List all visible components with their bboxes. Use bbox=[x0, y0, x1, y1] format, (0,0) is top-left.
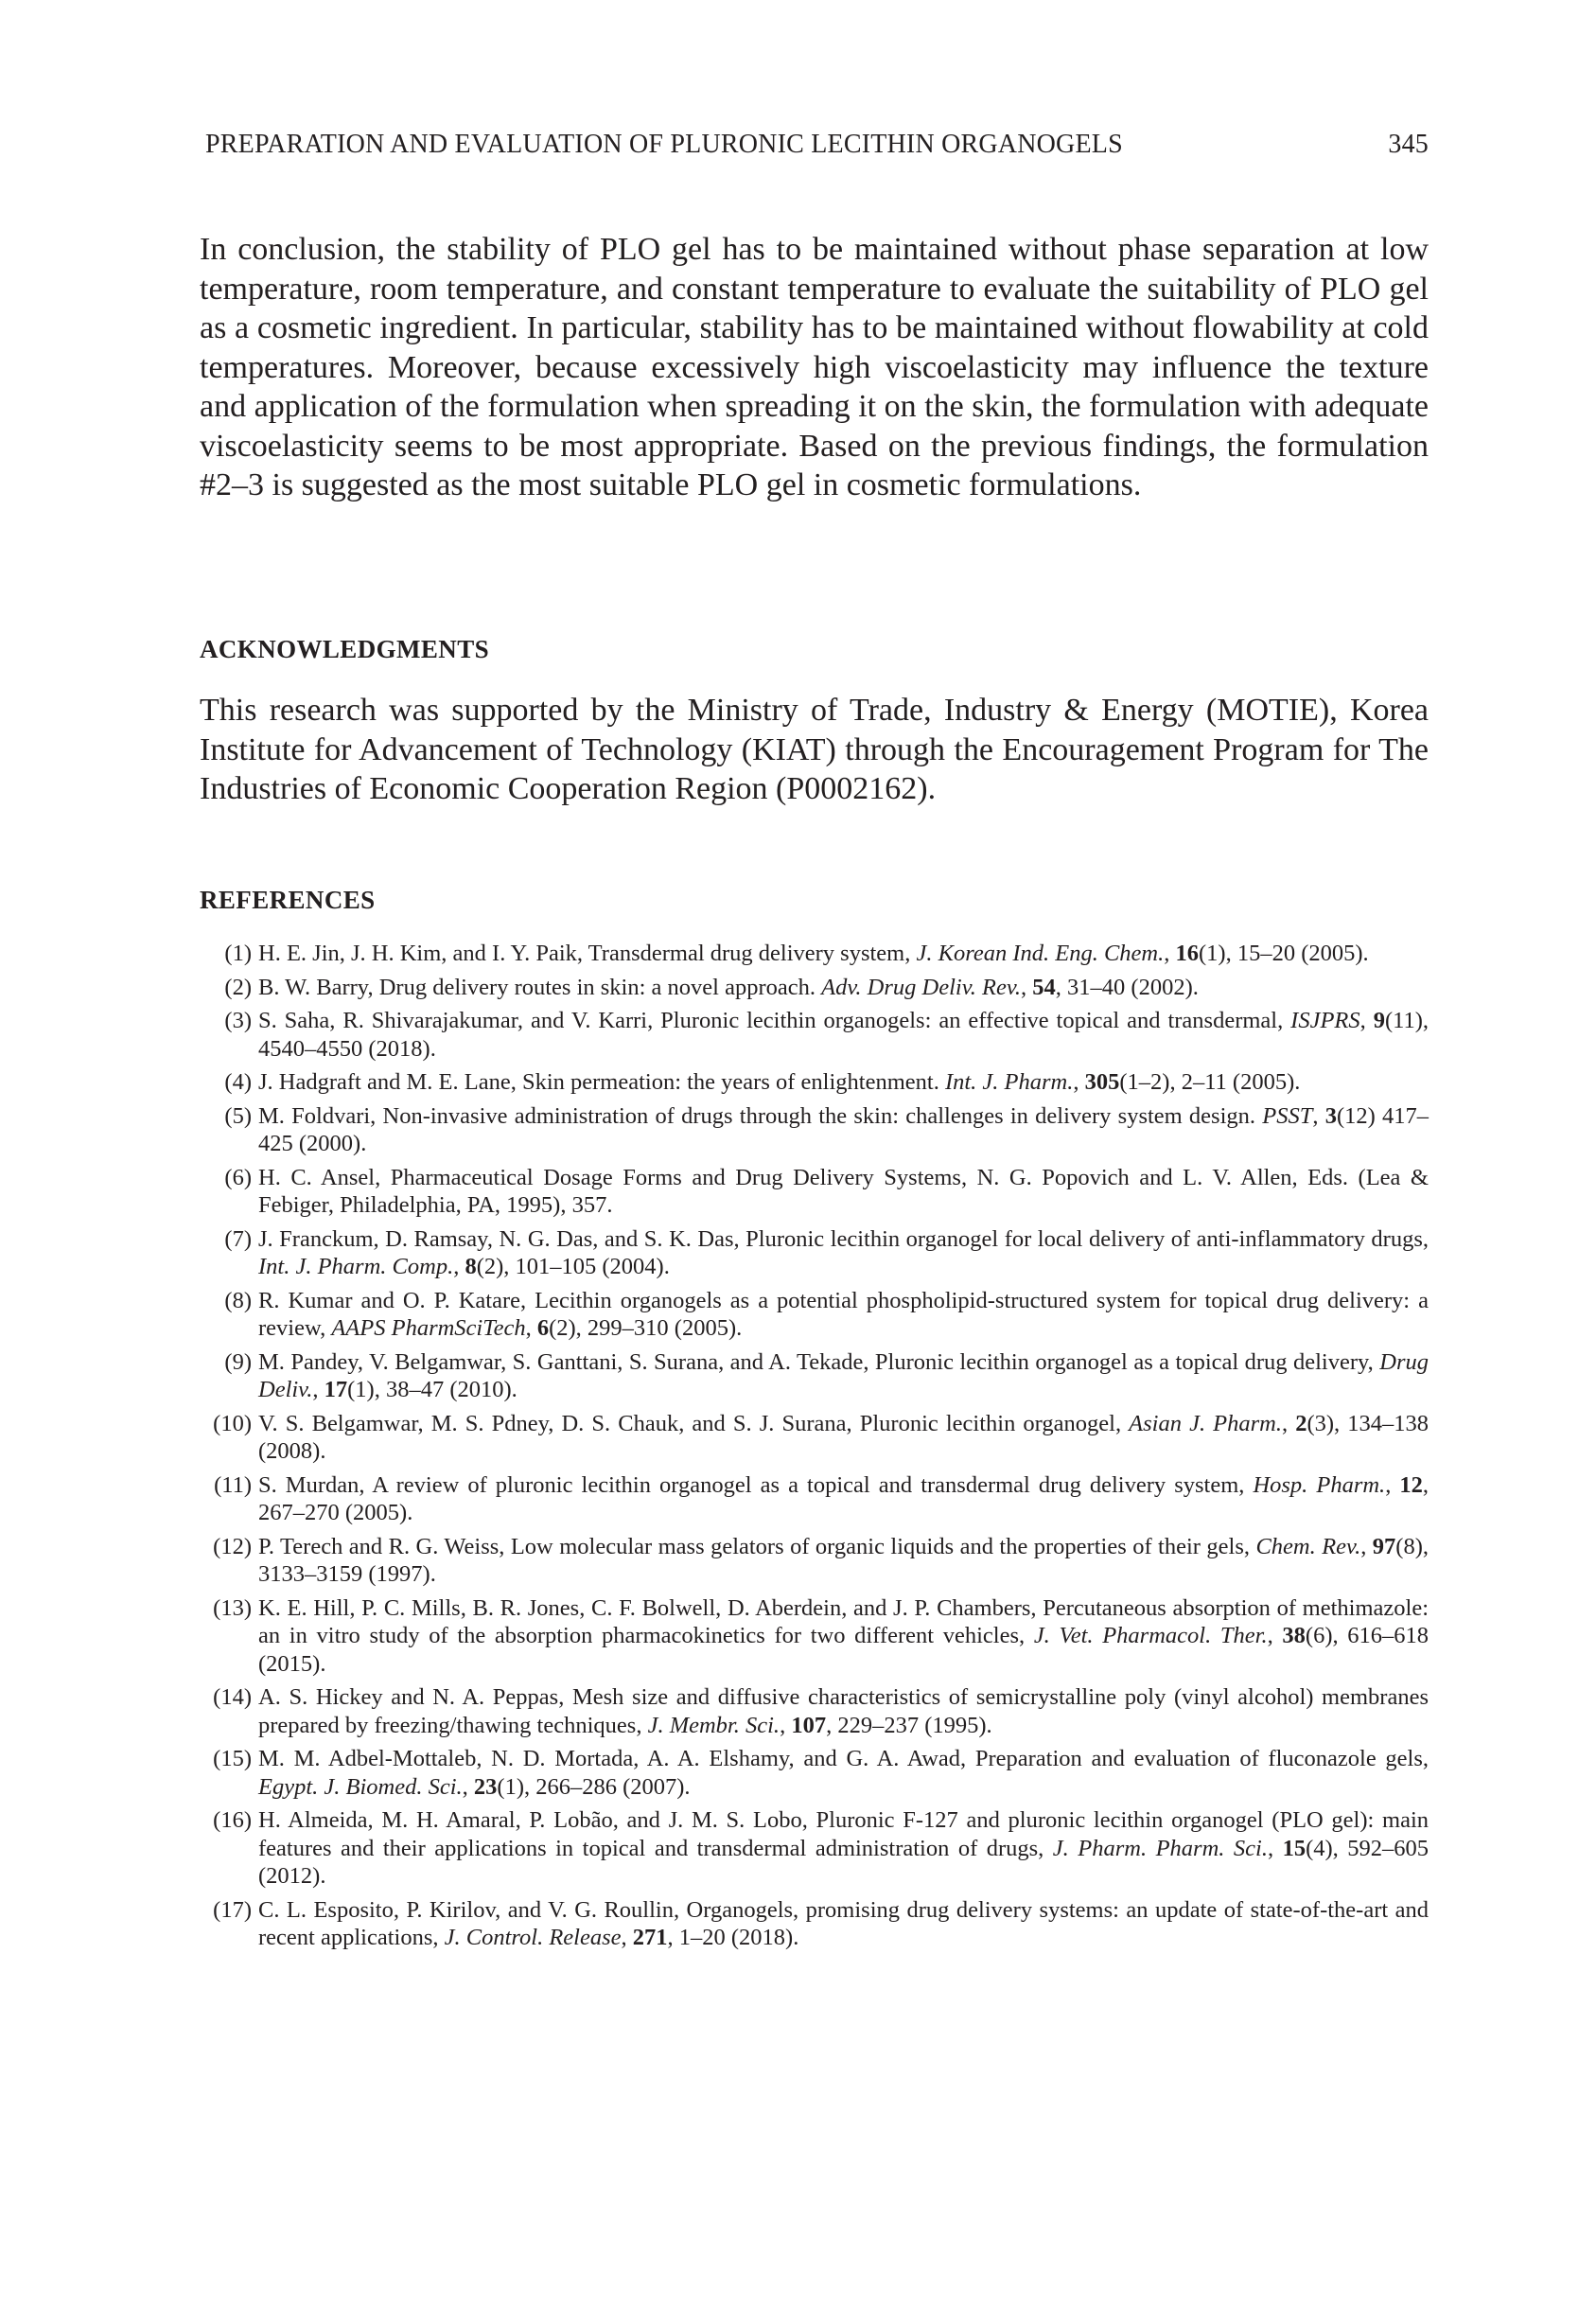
reference-number: (4) bbox=[224, 1069, 252, 1095]
reference-text bbox=[258, 1287, 1429, 1343]
reference-item bbox=[200, 1683, 1429, 1739]
reference-item bbox=[200, 940, 1429, 968]
reference-item bbox=[200, 1533, 1429, 1589]
reference-text bbox=[258, 1102, 1429, 1158]
reference-authors-title: J. Franckum, D. Ramsay, N. G. Das, and S. K. Das, Pluronic lecithin organogel for local delivery of anti-inflammatory drugs, bbox=[258, 1225, 1429, 1252]
reference-pages-year: (4), 592–605 (2012). bbox=[258, 1835, 1429, 1889]
reference-volume: 16 bbox=[1175, 941, 1199, 966]
reference-item bbox=[200, 1287, 1429, 1343]
reference-authors-title: H. E. Jin, J. H. Kim, and I. Y. Paik, Transdermal drug delivery system, bbox=[258, 941, 917, 966]
reference-authors-title: M. M. Adbel-Mottaleb, N. D. Mortada, A. A. Elshamy, and G. A. Awad, Preparation and evaluation of fluconazole gels, bbox=[258, 1746, 1429, 1771]
reference-pages-year: (8), 3133–3159 (1997). bbox=[258, 1533, 1429, 1587]
reference-pages-year: (12) 417–425 (2000). bbox=[258, 1102, 1429, 1156]
reference-separator: , bbox=[1281, 1410, 1296, 1436]
reference-item bbox=[200, 1102, 1429, 1158]
reference-volume: 271 bbox=[632, 1925, 668, 1950]
reference-authors-title: R. Kumar and O. P. Katare, Lecithin organogels as a potential phospholipid-structured system for topical drug delivery: a review, bbox=[258, 1287, 1429, 1341]
reference-item bbox=[200, 1068, 1429, 1097]
reference-volume: 15 bbox=[1282, 1835, 1307, 1861]
reference-item bbox=[200, 1225, 1429, 1281]
reference-number: (2) bbox=[224, 974, 252, 1000]
reference-volume: 12 bbox=[1399, 1471, 1423, 1498]
reference-number: (12) bbox=[213, 1533, 252, 1559]
reference-number: (10) bbox=[213, 1410, 252, 1436]
reference-pages-year: , 1–20 (2018). bbox=[667, 1925, 799, 1950]
reference-separator: , bbox=[1164, 941, 1176, 966]
reference-pages-year: (1), 15–20 (2005). bbox=[1199, 941, 1369, 966]
reference-pages-year: (11), 4540–4550 (2018). bbox=[258, 1008, 1429, 1062]
reference-authors-title: S. Saha, R. Shivarajakumar, and V. Karri, Pluronic lecithin organogels: an effective topical and transdermal, bbox=[258, 1008, 1291, 1033]
reference-pages-year: (1–2), 2–11 (2005). bbox=[1119, 1069, 1301, 1095]
reference-item bbox=[200, 1007, 1429, 1063]
reference-number: (5) bbox=[224, 1102, 252, 1129]
reference-journal: Egypt. J. Biomed. Sci. bbox=[258, 1773, 463, 1800]
reference-separator: , bbox=[1073, 1069, 1085, 1095]
reference-separator: , bbox=[1385, 1471, 1400, 1498]
reference-pages-year: (3), 134–138 (2008). bbox=[258, 1410, 1429, 1464]
reference-item bbox=[200, 1745, 1429, 1801]
reference-text bbox=[258, 1533, 1429, 1589]
reference-number: (13) bbox=[213, 1594, 252, 1621]
reference-number: (16) bbox=[213, 1807, 252, 1833]
reference-journal: Chem. Rev. bbox=[1255, 1533, 1361, 1559]
reference-volume: 9 bbox=[1373, 1008, 1385, 1033]
reference-journal: J. Control. Release bbox=[444, 1925, 622, 1950]
reference-pages-year: , 31–40 (2002). bbox=[1055, 974, 1199, 1000]
reference-number: (11) bbox=[214, 1471, 252, 1498]
reference-pages-year: (2), 101–105 (2004). bbox=[476, 1254, 670, 1279]
reference-text bbox=[258, 1164, 1429, 1220]
reference-volume: 38 bbox=[1282, 1623, 1306, 1648]
reference-volume: 8 bbox=[465, 1254, 477, 1279]
reference-item bbox=[200, 1348, 1429, 1404]
reference-item bbox=[200, 1594, 1429, 1679]
reference-separator: , bbox=[1360, 1533, 1373, 1559]
reference-volume: 305 bbox=[1084, 1069, 1120, 1095]
reference-separator: , bbox=[621, 1925, 633, 1950]
reference-authors-title: M. Foldvari, Non-invasive administration of drugs through the skin: challenges in delivery system design. bbox=[258, 1102, 1263, 1129]
reference-text bbox=[258, 1348, 1429, 1404]
reference-volume: 23 bbox=[473, 1773, 498, 1800]
reference-journal: J. Vet. Pharmacol. Ther. bbox=[1033, 1623, 1268, 1648]
reference-authors-title: P. Terech and R. G. Weiss, Low molecular mass gelators of organic liquids and the properties of their gels, bbox=[258, 1533, 1256, 1559]
reference-separator: , bbox=[1021, 974, 1033, 1000]
reference-separator: , bbox=[453, 1254, 465, 1279]
reference-number: (14) bbox=[213, 1684, 252, 1710]
reference-text bbox=[258, 1410, 1429, 1466]
reference-journal: Adv. Drug Deliv. Rev. bbox=[821, 974, 1022, 1000]
reference-text bbox=[258, 1745, 1429, 1801]
reference-journal: Drug Deliv. bbox=[258, 1348, 1429, 1402]
reference-item bbox=[200, 1806, 1429, 1891]
reference-separator: , bbox=[462, 1773, 474, 1800]
references-heading: REFERENCES bbox=[200, 886, 376, 914]
reference-text bbox=[258, 1594, 1429, 1679]
reference-authors-title: S. Murdan, A review of pluronic lecithin organogel as a topical and transdermal drug delivery system, bbox=[258, 1471, 1254, 1498]
reference-text bbox=[258, 1896, 1429, 1952]
reference-number: (9) bbox=[224, 1348, 252, 1375]
reference-volume: 54 bbox=[1032, 974, 1056, 1000]
reference-authors-title: K. E. Hill, P. C. Mills, B. R. Jones, C. F. Bolwell, D. Aberdein, and J. P. Chambers, Percutaneous absorption of methimazole: an in vitro study of the absorption pharmacokinetics for two different vehicles, bbox=[258, 1594, 1429, 1648]
reference-number: (17) bbox=[213, 1896, 252, 1923]
reference-volume: 97 bbox=[1372, 1533, 1396, 1559]
reference-authors-title: H. Almeida, M. H. Amaral, P. Lobão, and J. M. S. Lobo, Pluronic F-127 and pluronic lecithin organogel (PLO gel): main features and their applications in topical and transdermal administration of drugs, bbox=[258, 1807, 1429, 1861]
reference-separator: , bbox=[1312, 1102, 1325, 1129]
reference-authors-title: H. C. Ansel, Pharmaceutical Dosage Forms and Drug Delivery Systems, N. G. Popovich and L. V. Allen, Eds. (Lea & Febiger, Philadelphia, PA, 1995), 357. bbox=[258, 1164, 1429, 1218]
reference-number: (3) bbox=[224, 1008, 252, 1033]
reference-number: (6) bbox=[224, 1164, 252, 1190]
reference-item bbox=[200, 1471, 1429, 1527]
reference-item bbox=[200, 1410, 1429, 1466]
reference-volume: 6 bbox=[536, 1315, 550, 1341]
reference-text bbox=[258, 1683, 1429, 1739]
reference-text bbox=[258, 1007, 1429, 1063]
running-head bbox=[200, 130, 1429, 167]
reference-journal: PSST bbox=[1262, 1102, 1313, 1129]
reference-journal: J. Membr. Sci. bbox=[647, 1712, 780, 1738]
page-number: 345 bbox=[1388, 130, 1429, 159]
reference-number: (1) bbox=[224, 941, 252, 966]
reference-pages-year: (2), 299–310 (2005). bbox=[549, 1315, 743, 1341]
acknowledgments-heading: ACKNOWLEDGMENTS bbox=[200, 635, 490, 663]
acknowledgments-paragraph: This research was supported by the Ministry of Trade, Industry & Energy (MOTIE), Korea Institute for Advancement of Technology (KIAT) through the Encouragement Program for The Industries of Economic Cooperation Region (P0002162). bbox=[200, 693, 1429, 806]
reference-pages-year: (6), 616–618 (2015). bbox=[258, 1623, 1429, 1677]
reference-authors-title: C. L. Esposito, P. Kirilov, and V. G. Roullin, Organogels, promising drug delivery systems: an update of state-of-the-art and recent applications, bbox=[258, 1896, 1429, 1950]
reference-separator: , bbox=[1267, 1623, 1283, 1648]
reference-journal: Int. J. Pharm. bbox=[944, 1069, 1074, 1095]
reference-separator: , bbox=[1267, 1835, 1283, 1861]
reference-pages-year: , 267–270 (2005). bbox=[258, 1471, 1429, 1525]
reference-text bbox=[258, 1471, 1429, 1527]
reference-authors-title: B. W. Barry, Drug delivery routes in skin: a novel approach. bbox=[258, 974, 822, 1000]
reference-journal: AAPS PharmSciTech bbox=[331, 1315, 526, 1341]
reference-separator: , bbox=[780, 1712, 792, 1738]
reference-journal: J. Pharm. Pharm. Sci. bbox=[1052, 1835, 1268, 1861]
reference-text bbox=[258, 1068, 1429, 1097]
reference-item bbox=[200, 1896, 1429, 1952]
reference-number: (7) bbox=[224, 1225, 252, 1252]
reference-authors-title: A. S. Hickey and N. A. Peppas, Mesh size and diffusive characteristics of semicrystalline poly (vinyl alcohol) membranes prepared by freezing/thawing techniques, bbox=[258, 1684, 1429, 1738]
reference-authors-title: J. Hadgraft and M. E. Lane, Skin permeation: the years of enlightenment. bbox=[258, 1069, 945, 1095]
reference-number: (15) bbox=[213, 1746, 252, 1771]
reference-pages-year: (1), 38–47 (2010). bbox=[347, 1377, 517, 1402]
reference-separator: , bbox=[525, 1315, 537, 1341]
reference-item bbox=[200, 974, 1429, 1002]
reference-text bbox=[258, 1225, 1429, 1281]
reference-volume: 17 bbox=[324, 1377, 348, 1402]
reference-volume: 2 bbox=[1295, 1410, 1307, 1436]
reference-list bbox=[200, 940, 1429, 1958]
reference-text bbox=[258, 974, 1429, 1002]
reference-number: (8) bbox=[224, 1287, 252, 1313]
reference-journal: Int. J. Pharm. Comp. bbox=[258, 1254, 454, 1279]
reference-volume: 107 bbox=[791, 1712, 827, 1738]
reference-authors-title: V. S. Belgamwar, M. S. Pdney, D. S. Chauk, and S. J. Surana, Pluronic lecithin organogel, bbox=[258, 1410, 1130, 1436]
reference-journal: J. Korean Ind. Eng. Chem. bbox=[916, 941, 1165, 966]
reference-journal: Hosp. Pharm. bbox=[1253, 1471, 1386, 1498]
reference-journal: ISJPRS bbox=[1290, 1008, 1360, 1033]
reference-text bbox=[258, 940, 1429, 968]
reference-pages-year: (1), 266–286 (2007). bbox=[497, 1773, 691, 1800]
conclusion-paragraph: In conclusion, the stability of PLO gel has to be maintained without phase separation at low temperature, room temperature, and constant temperature to evaluate the suitability of PLO gel as a cosmetic ingredient. In particular, stability has to be maintained without flowability at cold temperatures. Moreover, because excessively high viscoelasticity may influence the texture and application of the formulation when spreading it on the skin, the formulation with adequate viscoelasticity seems to be most appropriate. Based on the previous findings, the formulation #2–3 is suggested as the most suitable PLO gel in cosmetic formulations. bbox=[200, 232, 1429, 502]
reference-separator: , bbox=[1359, 1008, 1374, 1033]
reference-pages-year: , 229–237 (1995). bbox=[826, 1712, 992, 1738]
running-head-title: PREPARATION AND EVALUATION OF PLURONIC LECITHIN ORGANOGELS bbox=[205, 130, 1123, 159]
reference-separator: , bbox=[312, 1377, 324, 1402]
reference-journal: Asian J. Pharm. bbox=[1129, 1410, 1282, 1436]
reference-item bbox=[200, 1164, 1429, 1220]
reference-volume: 3 bbox=[1324, 1102, 1337, 1129]
reference-text bbox=[258, 1806, 1429, 1891]
reference-authors-title: M. Pandey, V. Belgamwar, S. Ganttani, S. Surana, and A. Tekade, Pluronic lecithin organogel as a topical drug delivery, bbox=[258, 1348, 1380, 1375]
